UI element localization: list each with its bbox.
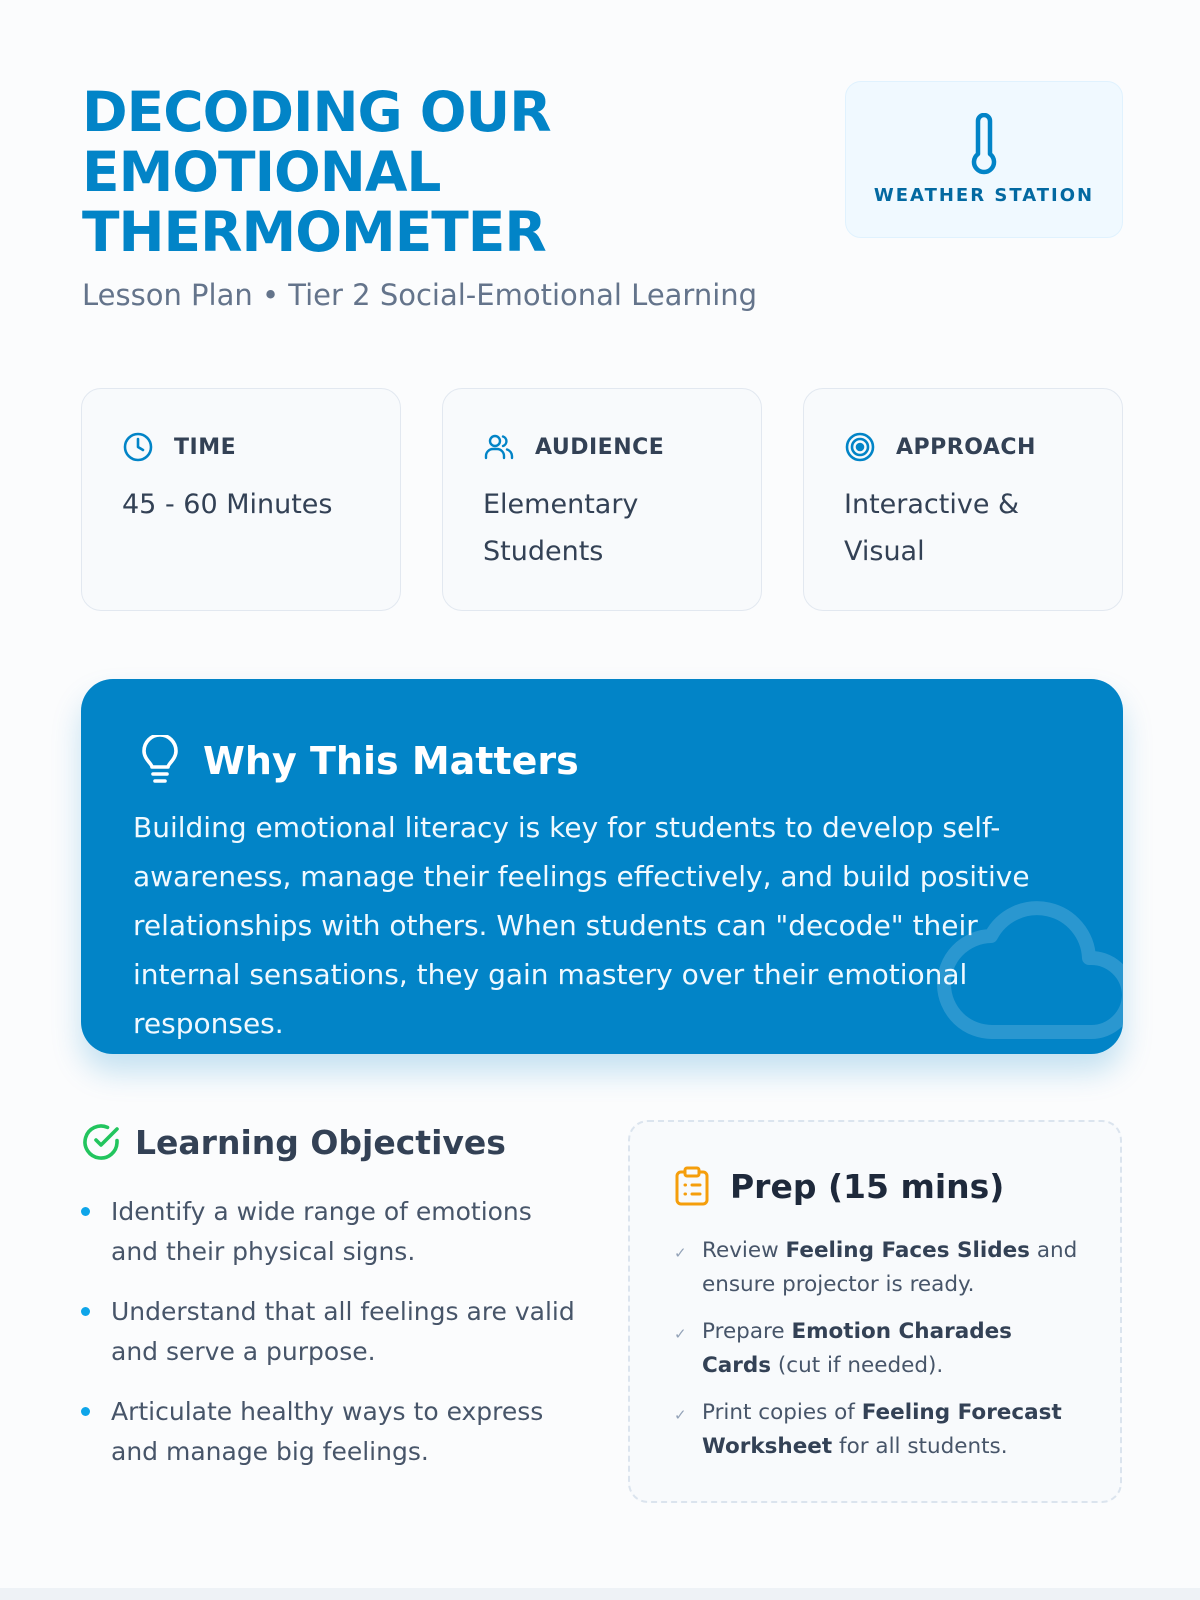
list-item (672, 1315, 1082, 1383)
check-circle-icon (81, 1122, 121, 1162)
learning-objectives-title: Learning Objectives (135, 1122, 506, 1162)
info-card-audience (442, 388, 762, 611)
title-line: EMOTIONAL (82, 140, 441, 204)
list-item (672, 1234, 1082, 1302)
checkmark-icon: ✓ (674, 1325, 687, 1343)
list-item (81, 1392, 581, 1472)
users-icon (483, 431, 515, 463)
badge-label: WEATHER STATION (873, 185, 1095, 206)
list-item (672, 1396, 1082, 1464)
objective-text: Identify a wide range of emotions and their physical signs. (111, 1197, 532, 1266)
learning-objectives-header (81, 1122, 506, 1162)
list-item (81, 1292, 581, 1372)
why-title: Why This Matters (203, 739, 579, 783)
prep-item-text: Print copies of Feeling Forecast Worksheet for all students. (702, 1400, 1062, 1459)
weather-station-badge (845, 81, 1123, 238)
title-line: DECODING OUR (82, 80, 551, 144)
checkmark-icon: ✓ (674, 1406, 687, 1424)
clipboard-icon (674, 1166, 710, 1206)
lightbulb-icon (139, 735, 181, 787)
prep-item-text: Review Feeling Faces Slides and ensure projector is ready. (702, 1238, 1078, 1297)
info-card-approach (803, 388, 1123, 611)
card-value: Interactive & Visual (844, 489, 1020, 567)
checkmark-icon: ✓ (674, 1244, 687, 1262)
objective-text: Articulate healthy ways to express and manage big feelings. (111, 1397, 544, 1466)
why-this-matters-panel (81, 679, 1123, 1054)
why-body-text: Building emotional literacy is key for students to develop self-awareness, manage their feelings effectively, and build positive relationships with others. When students can "decode" their internal sensations, they gain mastery over their emotional responses. (133, 811, 1030, 1040)
prep-item-text: Prepare Emotion Charades Cards (cut if needed). (702, 1319, 1012, 1378)
bullet-dot (81, 1307, 90, 1316)
card-value: 45 - 60 Minutes (122, 489, 333, 520)
thermometer-icon (967, 113, 1001, 179)
prep-title: Prep (15 mins) (730, 1166, 1005, 1206)
page-title (82, 82, 702, 262)
bottom-divider (0, 1588, 1200, 1600)
learning-objectives-list (81, 1192, 581, 1492)
card-label: TIME (174, 434, 237, 460)
title-line: THERMOMETER (82, 200, 546, 264)
target-icon (844, 431, 876, 463)
card-label: APPROACH (896, 434, 1036, 460)
bullet-dot (81, 1207, 90, 1216)
prep-list (672, 1234, 1082, 1477)
info-card-time (81, 388, 401, 611)
prep-panel (628, 1120, 1122, 1503)
card-value: Elementary Students (483, 489, 639, 567)
clock-icon (122, 431, 154, 463)
card-label: AUDIENCE (535, 434, 665, 460)
bullet-dot (81, 1407, 90, 1416)
objective-text: Understand that all feelings are valid and serve a purpose. (111, 1297, 575, 1366)
list-item (81, 1192, 581, 1272)
page-subtitle: Lesson Plan • Tier 2 Social-Emotional Learning (82, 278, 758, 312)
